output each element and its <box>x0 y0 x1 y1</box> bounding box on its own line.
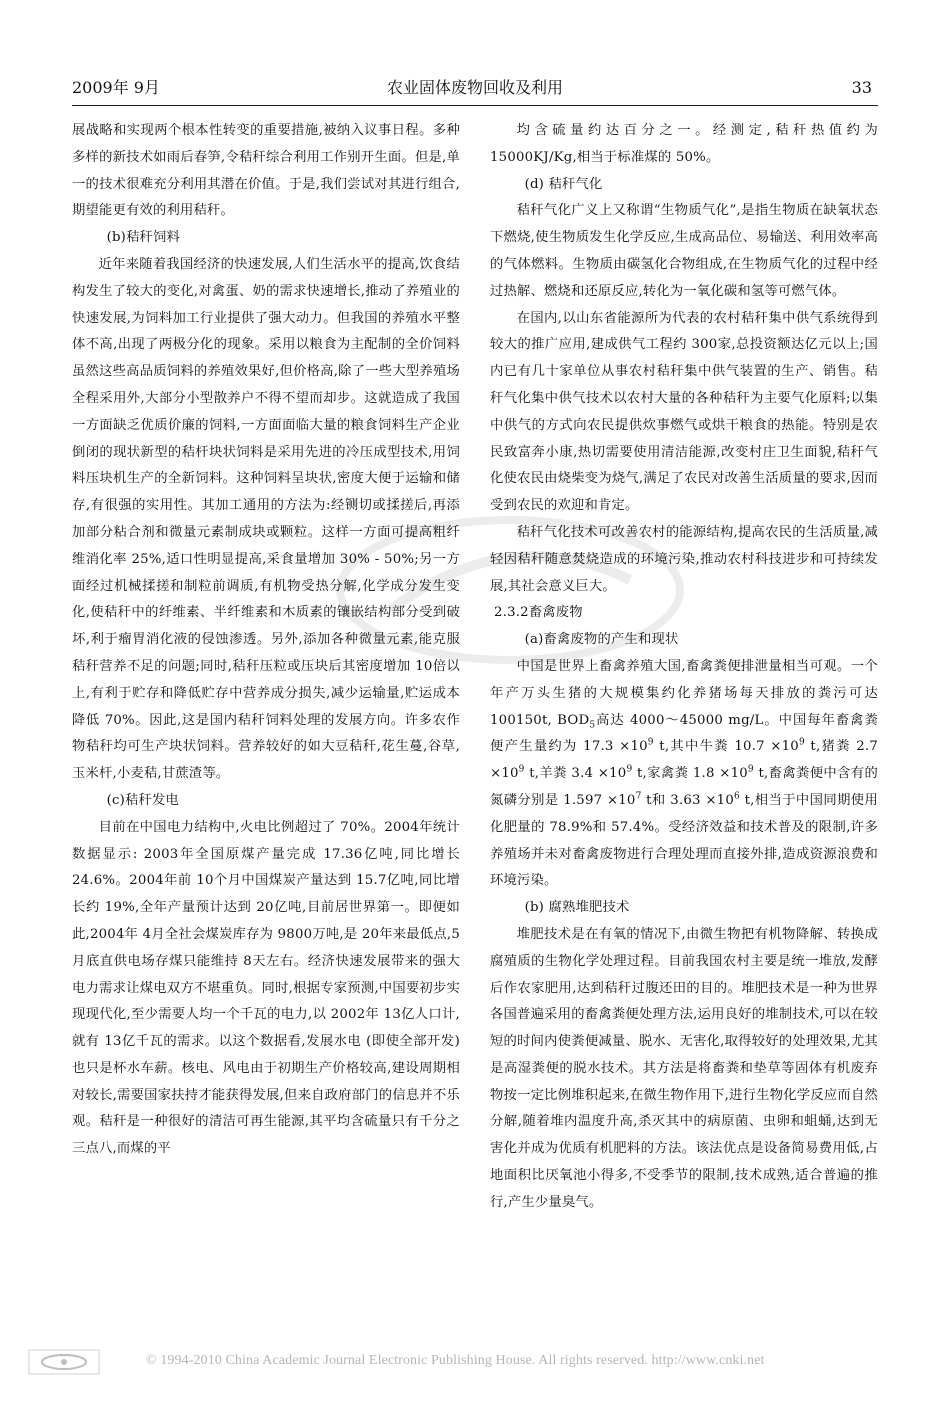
subsection-heading: (b) 腐熟堆肥技术 <box>524 900 630 916</box>
superscript: 7 <box>635 791 642 802</box>
issue-date: 2009年 9月 <box>72 78 160 97</box>
left-column <box>72 118 474 1163</box>
body-paragraph: 在国内,以山东省能源所为代表的农村秸秆集中供气系统得到较大的推广应用,建成供气工程约 300家,总投资额达亿元以上;国内已有几十家单位从事农村秸秆集中供气装置的生产、销售。秸秆气化集中供气技术以农村大量的各种秸秆为主要气化原料;以集中供气的方式向农民提供炊事燃气或烘干粮食的热能。特别是农民致富奔小康,热切需要使用清洁能源,改变村庄卫生面貌,秸秆气化使农民由烧柴变为烧气,满足了农民对改善生活质量的要求,因而受到农民的欢迎和肯定。 <box>490 310 878 514</box>
header-rule <box>72 105 878 106</box>
body-paragraph: 展战略和实现两个根本性转变的重要措施,被纳入议事日程。多种多样的新技术如雨后春笋,令秸秆综合利用工作别开生面。但是,单一的技术很难充分利用其潜在价值。于是,我们尝试对其进行组合,期望能更有效的利用秸秆。 <box>72 123 460 219</box>
body-paragraph <box>490 654 878 895</box>
body-paragraph: 目前在中国电力结构中,火电比例超过了 70%。2004年统计数据显示: 2003年全国原煤产量完成 17.36亿吨,同比增长 24.6%。2004年前 10个月中国煤炭产量达到 15.7亿吨,同比增长约 19%,全年产量预计达到 20亿吨,目前居世界第一。即便如此,2004年 4月全社会煤炭库存为 9800万吨,是 20年来最低点,5月底直供电场存煤只能维持 8天左右。经济快速发展带来的强大电力需求让煤电双方不堪重负。同时,根据专家预测,中国要初步实现现代化,至少需要人均一个千瓦的电力,以 2002年 13亿人口计,就有 13亿千瓦的需求。以这个数据看,发展水电 (即使全部开发)也只是杯水车薪。核电、风电由于初期生产价格较高,建设周期相对较长,需要国家扶持才能获得发展,但来自政府部门的信息并不乐观。秸秆是一种很好的清洁可再生能源,其平均含硫量只有千分之三点八,而煤的平 <box>72 819 460 1157</box>
body-paragraph: 堆肥技术是在有氧的情况下,由微生物把有机物降解、转换成腐殖质的生物化学处理过程。目前我国农村主要是统一堆放,发酵后作农家肥用,达到秸秆过腹还田的目的。堆肥技术是一种为世界各国普遍采用的畜禽粪便处理方法,运用良好的堆制技术,可以在较短的时间内使粪便减量、脱水、无害化,取得较好的处理效果,尤其是高湿粪便的脱水技术。其方法是将畜粪和垫草等固体有机废弃物按一定比例堆积起来,在微生物作用下,进行生物化学反应而自然分解,随着堆内温度升高,杀灭其中的病原菌、虫卵和蛆蛹,达到无害化并成为优质有机肥料的方法。该法优点是设备简易费用低,占地面积比厌氧池小得多,不受季节的限制,技术成熟,适合普遍的推行,产生少量臭气。 <box>490 926 878 1210</box>
text-run: t,其中牛粪 10.7 ×10 <box>653 739 799 755</box>
superscript: 9 <box>747 764 754 775</box>
body-paragraph: 秸秆气化广义上又称谓“生物质气化”,是指生物质在缺氧状态下燃烧,使生物质发生化学反应,生成高品位、易输送、利用效率高的气体燃料。生物质由碳氢化合物组成,在生物质气化的过程中经过热解、燃烧和还原反应,转化为一氧化碳和氢等可燃气体。 <box>490 203 878 299</box>
body-paragraph: 近年来随着我国经济的快速发展,人们生活水平的提高,饮食结构发生了较大的变化,对禽蛋、奶的需求快速增长,推动了养殖业的快速发展,为饲料加工行业提供了强大动力。但我国的养殖水平整体不高,出现了两极分化的现象。采用以粮食为主配制的全价饲料 虽然这些高品质饲料的养殖效果好,但价格高,除了一些大型养殖场全程采用外,大部分小型散养户不得不望而却步。这就造成了我国一方面缺乏优质价廉的饲料,一方面面临大量的粮食饲料生产企业倒闭的现状新型的秸杆块状饲料是采用先进的冷压成型技术,用饲料压块机生产的全新饲料。这种饲料呈块状,密度大便于运输和储存,有很强的实用性。其加工通用的方法为:经铡切或揉搓后,再添加部分粘合剂和微量元素制成块或颗粒。这样一方面可提高粗纤维消化率 25%,适口性明显提高,采食量增加 30% - 50%;另一方面经过机械揉搓和制粒前调质,有机物受热分解,化学成分发生变化,使秸秆中的纤维素、半纤维素和木质素的镶嵌结构部分受到破坏,利于瘤胃消化液的侵蚀渗透。另外,添加各种微量元素,能克服秸秆营养不足的问题;同时,秸秆压粒或压块后其密度增加 10倍以上,有利于贮存和降低贮存中营养成分损失,减少运输量,贮运成本降低 70%。因此,这是国内秸秆饲料处理的发展方向。许多农作物秸秆均可生产块状饲料。营养较好的如大豆秸秆,花生蔓,谷草,玉米杆,小麦秸,甘蔗渣等。 <box>72 256 474 782</box>
page-header <box>72 74 878 102</box>
text-run: t和 3.63 ×10 <box>641 792 735 808</box>
section-heading: 2.3.2畜禽废物 <box>493 605 583 621</box>
subsection-heading: (b)秸秆饲料 <box>106 230 181 246</box>
text-run: 中国是世界上畜禽养殖大国,畜禽粪便排泄量相当可观。一个年产万头生猪的大规模集约化养猪场每天排放的粪污可达 100150t, BOD <box>490 658 878 728</box>
text-run: t,畜禽粪便中含有的氮磷分别是 1.597 ×10 <box>490 766 879 808</box>
superscript: 9 <box>518 764 525 775</box>
page-number: 33 <box>851 78 872 97</box>
superscript: 6 <box>734 791 740 802</box>
superscript: 9 <box>647 737 654 748</box>
body-paragraph: 均含硫量约达百分之一。经测定,秸秆热值约为 15000KJ/Kg,相当于标准煤的 50%。 <box>490 123 878 165</box>
text-run: t,羊粪 3.4 ×10 <box>524 766 627 782</box>
subscript: 5 <box>589 720 596 731</box>
copyright-notice: © 1994-2010 China Academic Journal Electronic Publishing House. All rights reserved. http://www.cnki.net <box>146 1353 765 1368</box>
subsection-heading: (c)秸秆发电 <box>106 792 179 808</box>
body-paragraph: 秸秆气化技术可改善农村的能源结构,提高农民的生活质量,减轻因秸秆随意焚烧造成的环境污染,推动农村科技进步和可持续发展,其社会意义巨大。 <box>490 524 878 594</box>
superscript: 9 <box>626 764 633 775</box>
running-title: 农业固体废物回收及利用 <box>386 78 563 97</box>
text-run: t,家禽粪 1.8 ×10 <box>632 766 748 782</box>
subsection-heading: (d) 秸秆气化 <box>524 176 603 192</box>
right-column <box>490 118 878 1217</box>
footer <box>28 1349 928 1375</box>
text-run: t,相当于中国同期使用化肥量的 78.9%和 57.4%。受经济效益和技术普及的限制,许多养殖场并未对畜禽废物进行合理处理而直接外排,造成资源浪费和环境污染。 <box>490 792 878 889</box>
subsection-heading: (a)畜禽废物的产生和现状 <box>524 632 679 648</box>
publisher-logo-icon <box>28 1349 100 1375</box>
text-run: t,猪粪 2.7 ×10 <box>490 739 878 782</box>
text-run: 高达 4000～45000 mg/L。中国每年畜禽粪便产生量约为 17.3 ×10 <box>490 712 878 755</box>
superscript: 9 <box>798 737 805 748</box>
